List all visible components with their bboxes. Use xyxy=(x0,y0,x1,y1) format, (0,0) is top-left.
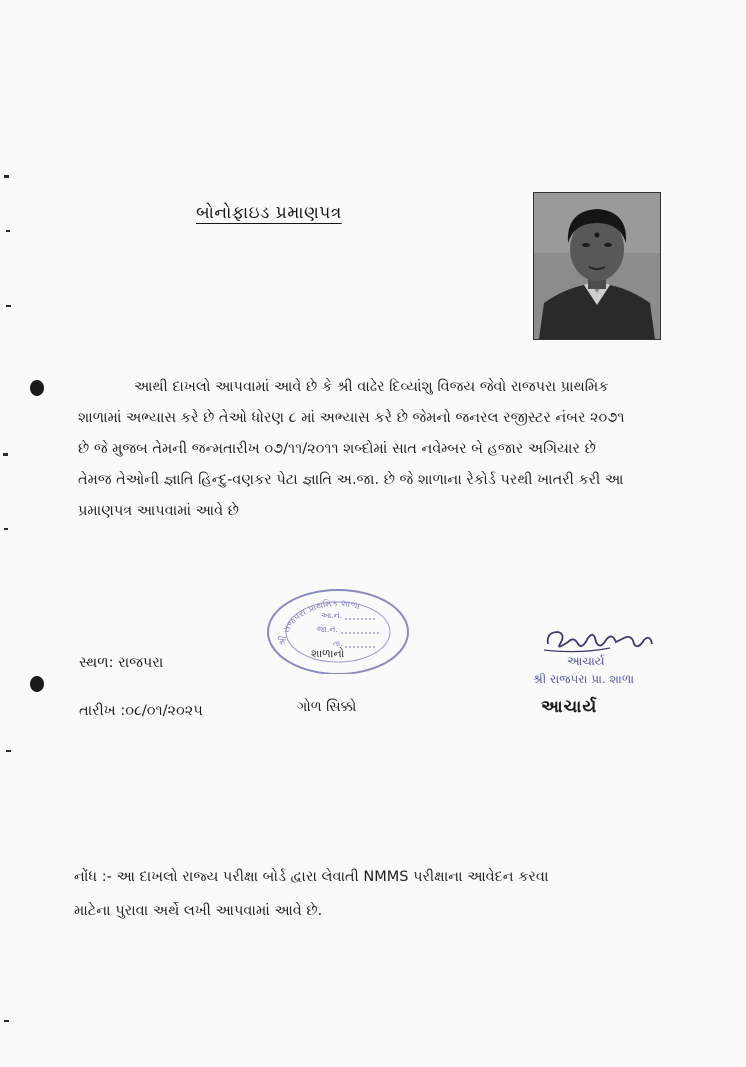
seal-ring-text: શ્રી રાજપરા પ્રાથમિક શાળા xyxy=(277,598,361,647)
edge-speck xyxy=(6,230,10,232)
body-line: તેમજ તેઓની જ્ઞાતિ હિન્દુ-વણકર પેટા જ્ઞાતિ અ.જા. છે જે શાળાના રેકોર્ડ પરથી ખાતરી કરી આ xyxy=(78,472,624,488)
seal-center-text: શાળાનો xyxy=(311,647,345,660)
student-photo xyxy=(533,192,661,340)
seal-line-3: તા. xyxy=(333,639,343,648)
certificate-title: બોનોફાઇડ પ્રમાણપત્ર xyxy=(196,203,342,223)
body-line: પ્રમાણપત્ર આપવામાં આવે છે xyxy=(78,503,239,519)
edge-speck xyxy=(4,528,8,530)
sign-stamp-title: આચાર્ય xyxy=(567,654,605,668)
note-line: નોંધ :- આ દાખલો રાજ્ય પરીક્ષા બોર્ડ દ્વારા લેવાતી NMMS પરીક્ષાના આવેદન કરવા xyxy=(74,869,549,885)
seal-label: ગોળ સિક્કો xyxy=(297,699,357,715)
principal-label: આચાર્ય xyxy=(541,697,598,717)
certificate-note xyxy=(74,860,694,928)
place-label: સ્થળ: રાજપરા xyxy=(79,655,164,671)
edge-speck xyxy=(3,453,8,456)
edge-speck xyxy=(4,1020,9,1022)
body-line: આથી દાખલો આપવામાં આવે છે કે શ્રી વાઢેર દિવ્યાંશુ વિજય જેવો રાજપરા પ્રાથમિક xyxy=(134,379,609,395)
edge-speck xyxy=(4,175,9,178)
school-seal-stamp xyxy=(265,586,411,674)
note-line: માટેના પુરાવા અર્થે લખી આપવામાં આવે છે. xyxy=(74,903,323,919)
body-line: શાળામાં અભ્યાસ કરે છે તેઓ ધોરણ ૮ માં અભ્યાસ કરે છે જેમનો જનરલ રજીસ્ટર નંબર ૨૦૭૧ xyxy=(78,410,625,426)
edge-speck xyxy=(6,750,11,752)
date-label: તારીખ :૦૮/૦૧/૨૦૨૫ xyxy=(79,703,203,719)
seal-line-1: આ.નં. xyxy=(321,611,343,620)
sign-stamp-school: શ્રી રાજપરા પ્રા. શાળા xyxy=(533,672,635,686)
punch-hole-bottom xyxy=(30,676,44,692)
body-line: છે જે મુજબ તેમની જન્મતારીખ ૦૭/૧૧/૨૦૧૧ શબ્દોમાં સાત નવેમ્બર બે હજાર અગિયાર છે xyxy=(78,441,596,457)
punch-hole-top xyxy=(30,380,44,396)
certificate-body xyxy=(78,372,688,527)
edge-speck xyxy=(6,305,11,307)
seal-line-2: જા.નં. xyxy=(317,625,338,634)
